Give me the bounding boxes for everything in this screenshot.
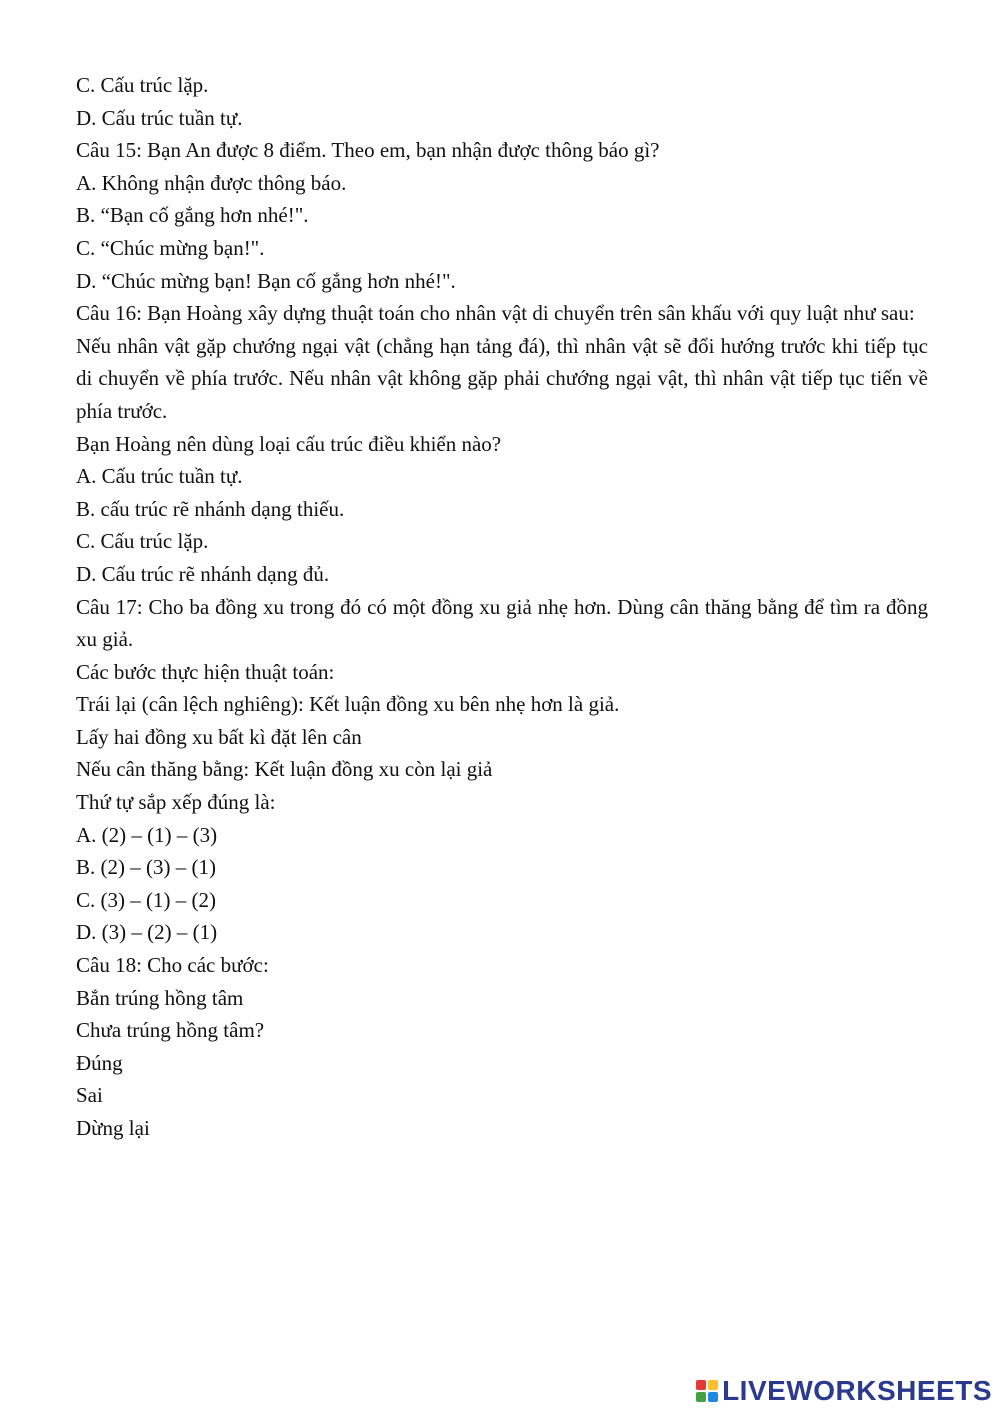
question-17-prompt: Thứ tự sắp xếp đúng là:: [76, 790, 276, 815]
question-16-rule: Nếu nhân vật gặp chướng ngại vật (chẳng hạn tảng đá), thì nhân vật sẽ đổi hướng trước khi tiếp tục di chuyển về phía trước. Nếu nhân vật không gặp phải chướng ngại vật, thì nhân vật tiếp tục tiến về phía trước.: [76, 333, 928, 423]
question-16: Câu 16: Bạn Hoàng xây dựng thuật toán cho nhân vật di chuyển trên sân khấu với quy luật như sau:: [76, 301, 915, 326]
option-line: A. Không nhận được thông báo.: [76, 170, 347, 195]
option-line: B. “Bạn cố gắng hơn nhé!".: [76, 203, 309, 228]
option-line: D. (3) – (2) – (1): [76, 920, 218, 945]
option-line: C. “Chúc mừng bạn!".: [76, 235, 265, 260]
step-line: Đúng: [76, 1050, 123, 1075]
step-line: Lấy hai đồng xu bất kì đặt lên cân: [76, 724, 362, 749]
step-line: Chưa trúng hồng tâm?: [76, 1018, 265, 1043]
option-line: C. Cấu trúc lặp.: [76, 529, 209, 554]
step-line: Nếu cân thăng bằng: Kết luận đồng xu còn lại giả: [76, 757, 493, 782]
liveworksheets-logo-text: LIVEWORKSHEETS: [722, 1375, 992, 1406]
option-line: B. (2) – (3) – (1): [76, 855, 216, 880]
option-line: D. “Chúc mừng bạn! Bạn cố gắng hơn nhé!".: [76, 268, 456, 293]
question-16-prompt: Bạn Hoàng nên dùng loại cấu trúc điều khiển nào?: [76, 431, 502, 456]
liveworksheets-logo: [696, 1374, 992, 1408]
question-17: Câu 17: Cho ba đồng xu trong đó có một đồng xu giả nhẹ hơn. Dùng cân thăng bằng để tìm ra đồng xu giả.: [76, 594, 928, 652]
option-line: A. (2) – (1) – (3): [76, 822, 218, 847]
option-line: B. cấu trúc rẽ nhánh dạng thiếu.: [76, 496, 345, 521]
question-17-steps-heading: Các bước thực hiện thuật toán:: [76, 659, 335, 684]
question-15: Câu 15: Bạn An được 8 điểm. Theo em, bạn nhận được thông báo gì?: [76, 138, 660, 163]
option-line: D. Cấu trúc rẽ nhánh dạng đủ.: [76, 561, 330, 586]
step-line: Bắn trúng hồng tâm: [76, 985, 244, 1010]
step-line: Sai: [76, 1083, 103, 1108]
liveworksheets-logo-icon: [696, 1380, 718, 1402]
option-line: D. Cấu trúc tuần tự.: [76, 105, 243, 130]
step-line: Trái lại (cân lệch nghiêng): Kết luận đồng xu bên nhẹ hơn là giả.: [76, 692, 620, 717]
question-18: Câu 18: Cho các bước:: [76, 953, 269, 978]
option-line: C. (3) – (1) – (2): [76, 887, 216, 912]
document-body: [76, 69, 928, 1145]
option-line: A. Cấu trúc tuần tự.: [76, 464, 243, 489]
option-line: C. Cấu trúc lặp.: [76, 73, 209, 97]
step-line: Dừng lại: [76, 1116, 150, 1140]
